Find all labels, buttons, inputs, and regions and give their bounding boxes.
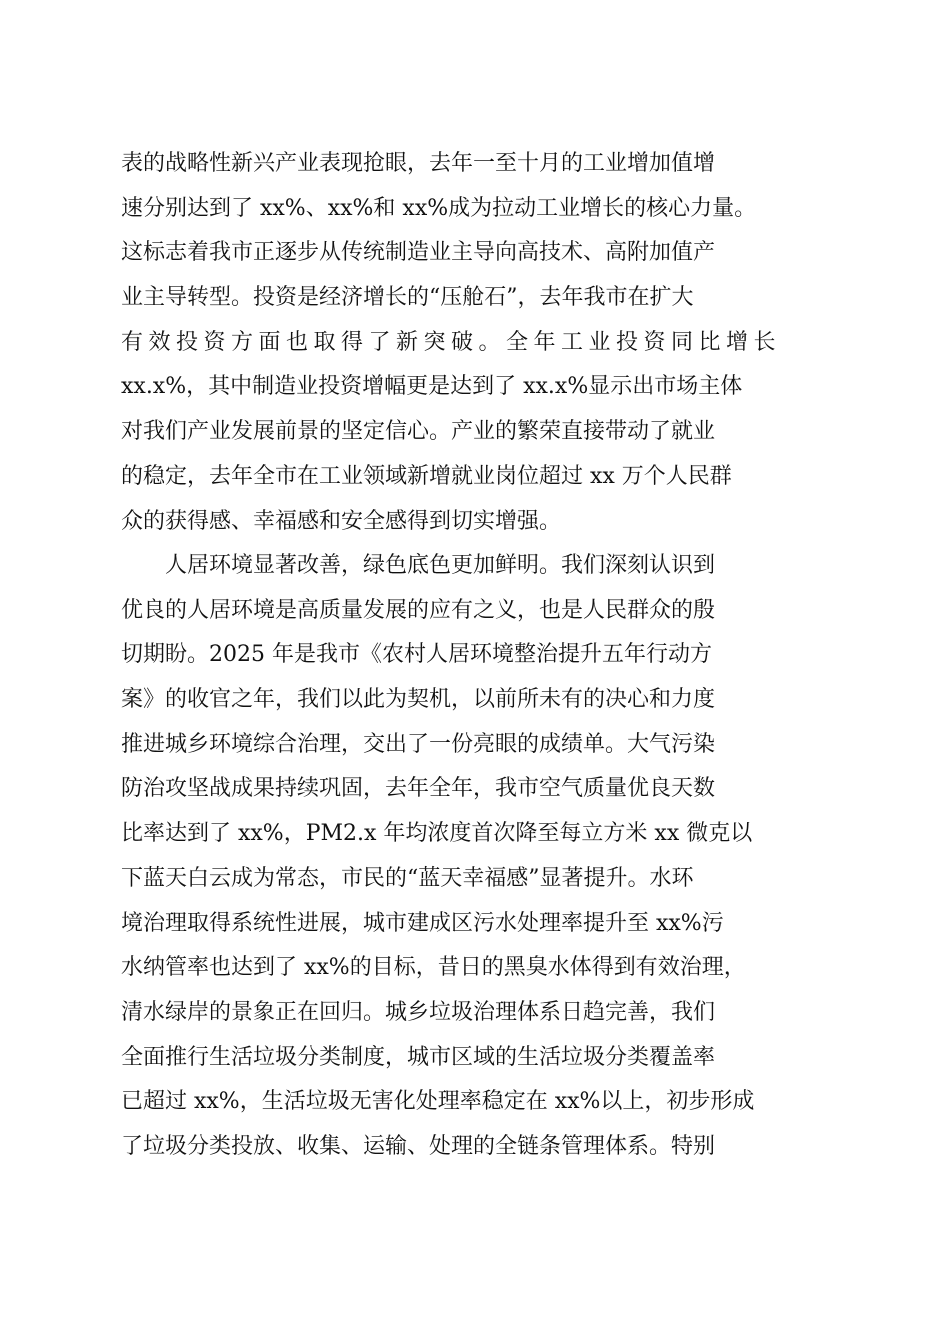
text-line-indented: 人居环境显著改善，绿色底色更加鲜明。我们深刻认识到 [165,553,716,578]
text-line: xx.x%，其中制造业投资增幅更是达到了 xx.x%显示出市场主体 [121,374,743,400]
text-line: 推进城乡环境综合治理，交出了一份亮眼的成绩单。大气污染 [121,731,716,757]
text-line: 已超过 xx%，生活垃圾无害化处理率稳定在 xx%以上，初步形成 [121,1089,755,1115]
text-line: 了垃圾分类投放、收集、运输、处理的全链条管理体系。特别 [121,1133,716,1159]
text-line: 业主导转型。投资是经济增长的“压舱石”，去年我市在扩大 [121,285,694,311]
text-line: 表的战略性新兴产业表现抢眼，去年一至十月的工业增加值增 [121,151,716,176]
text-line: 速分别达到了 xx%、xx%和 xx%成为拉动工业增长的核心力量。 [121,195,757,221]
text-line: 清水绿岸的景象正在回归。城乡垃圾治理体系日趋完善，我们 [121,999,716,1025]
text-line: 下蓝天白云成为常态，市民的“蓝天幸福感”显著提升。水环 [121,865,694,891]
text-line: 这标志着我市正逐步从传统制造业主导向高技术、高附加值产 [121,240,716,266]
paragraph-environment [121,544,828,1170]
text-line: 水纳管率也达到了 xx%的目标，昔日的黑臭水体得到有效治理， [121,955,746,981]
text-line: 优良的人居环境是高质量发展的应有之义，也是人民群众的殷 [121,597,716,623]
text-line: 比率达到了 xx%，PM2.x 年均浓度首次降至每立方米 xx 微克以 [121,821,753,847]
text-line: 的稳定，去年全市在工业领域新增就业岗位超过 xx 万个人民群 [121,463,732,489]
text-line: 有效投资方面也取得了新突破。全年工业投资同比增长 [121,329,782,355]
text-line: 对我们产业发展前景的坚定信心。产业的繁荣直接带动了就业 [121,419,716,445]
text-line: 全面推行生活垃圾分类制度，城市区域的生活垃圾分类覆盖率 [121,1044,716,1070]
text-line: 案》的收官之年，我们以此为契机，以前所未有的决心和力度 [121,687,716,713]
text-line: 境治理取得系统性进展，城市建成区污水处理率提升至 xx%污 [121,910,724,936]
paragraph-industry [121,142,828,544]
text-line: 众的获得感、幸福感和安全感得到切实增强。 [121,508,562,534]
text-line: 防治攻坚战成果持续巩固，去年全年，我市空气质量优良天数 [121,776,716,802]
text-line: 切期盼。2025 年是我市《农村人居环境整治提升五年行动方 [121,642,712,668]
